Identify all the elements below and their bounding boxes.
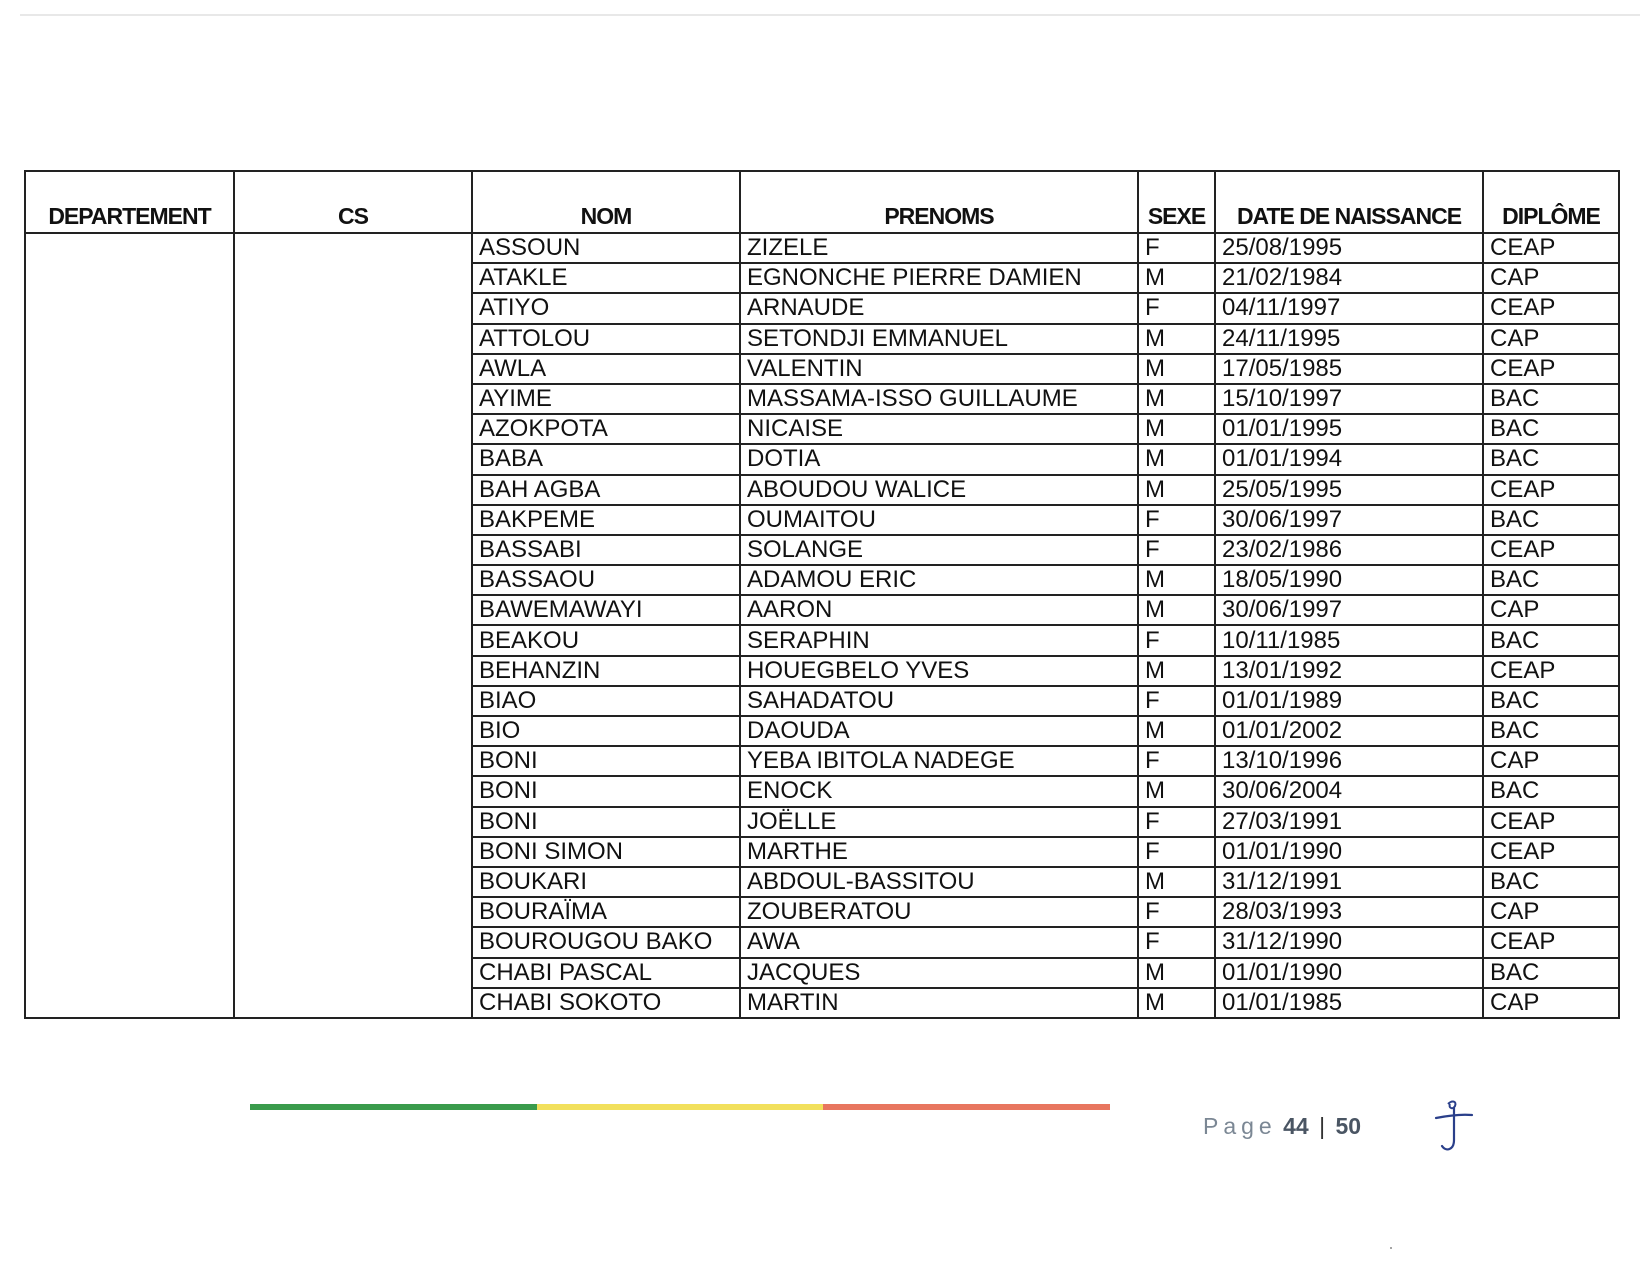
cell-date-naissance: 30/06/1997: [1215, 505, 1483, 535]
cell-sexe: F: [1138, 686, 1215, 716]
cell-diplome: BAC: [1483, 414, 1619, 444]
cell-nom: BIAO: [472, 686, 740, 716]
header-row: [25, 171, 1619, 233]
cell-diplome: CAP: [1483, 595, 1619, 625]
flag-stripe-yellow: [537, 1104, 823, 1110]
cell-date-naissance: 25/05/1995: [1215, 475, 1483, 505]
cell-date-naissance: 13/10/1996: [1215, 746, 1483, 776]
cell-prenoms: SOLANGE: [740, 535, 1138, 565]
cell-date-naissance: 24/11/1995: [1215, 324, 1483, 354]
cell-sexe: M: [1138, 716, 1215, 746]
cell-date-naissance: 31/12/1991: [1215, 867, 1483, 897]
cell-nom: ATTOLOU: [472, 324, 740, 354]
cell-diplome: CAP: [1483, 988, 1619, 1018]
cell-sexe: M: [1138, 444, 1215, 474]
cell-sexe: F: [1138, 505, 1215, 535]
cell-diplome: CEAP: [1483, 475, 1619, 505]
header-diplome: DIPLÔME: [1483, 171, 1619, 233]
cell-diplome: BAC: [1483, 444, 1619, 474]
header-departement: DEPARTEMENT: [25, 171, 234, 233]
cell-diplome: BAC: [1483, 505, 1619, 535]
cell-date-naissance: 13/01/1992: [1215, 656, 1483, 686]
cell-date-naissance: 27/03/1991: [1215, 807, 1483, 837]
cell-nom: BASSABI: [472, 535, 740, 565]
cell-prenoms: ZIZELE: [740, 233, 1138, 263]
cell-prenoms: SETONDJI EMMANUEL: [740, 324, 1138, 354]
cell-nom: ATAKLE: [472, 263, 740, 293]
cell-diplome: CAP: [1483, 746, 1619, 776]
cell-sexe: M: [1138, 565, 1215, 595]
cell-date-naissance: 25/08/1995: [1215, 233, 1483, 263]
cell-cs: [234, 233, 472, 1018]
cell-prenoms: MARTHE: [740, 837, 1138, 867]
cell-diplome: CAP: [1483, 263, 1619, 293]
cell-nom: AZOKPOTA: [472, 414, 740, 444]
cell-prenoms: SERAPHIN: [740, 625, 1138, 655]
table-row: [25, 233, 1619, 263]
cell-prenoms: HOUEGBELO YVES: [740, 656, 1138, 686]
cell-sexe: M: [1138, 867, 1215, 897]
cell-diplome: CEAP: [1483, 535, 1619, 565]
cell-nom: BONI: [472, 776, 740, 806]
handwritten-initial-signature: [1428, 1098, 1480, 1156]
cell-prenoms: YEBA IBITOLA NADEGE: [740, 746, 1138, 776]
cell-prenoms: ADAMOU ERIC: [740, 565, 1138, 595]
top-rule: [20, 14, 1640, 16]
cell-sexe: M: [1138, 414, 1215, 444]
cell-sexe: M: [1138, 595, 1215, 625]
cell-nom: CHABI SOKOTO: [472, 988, 740, 1018]
cell-diplome: CAP: [1483, 324, 1619, 354]
cell-prenoms: OUMAITOU: [740, 505, 1138, 535]
cell-nom: AYIME: [472, 384, 740, 414]
cell-date-naissance: 23/02/1986: [1215, 535, 1483, 565]
cell-prenoms: DAOUDA: [740, 716, 1138, 746]
page-number: [1203, 1113, 1361, 1140]
cell-nom: BOUKARI: [472, 867, 740, 897]
flag-stripe-green: [250, 1104, 537, 1110]
cell-sexe: F: [1138, 897, 1215, 927]
cell-diplome: CEAP: [1483, 807, 1619, 837]
cell-nom: BASSAOU: [472, 565, 740, 595]
cell-sexe: M: [1138, 776, 1215, 806]
cell-nom: ATIYO: [472, 293, 740, 323]
cell-nom: BOUROUGOU BAKO: [472, 927, 740, 957]
cell-sexe: M: [1138, 656, 1215, 686]
cell-date-naissance: 15/10/1997: [1215, 384, 1483, 414]
cell-prenoms: DOTIA: [740, 444, 1138, 474]
cell-sexe: M: [1138, 475, 1215, 505]
cell-diplome: BAC: [1483, 625, 1619, 655]
cell-prenoms: ARNAUDE: [740, 293, 1138, 323]
cell-prenoms: MASSAMA-ISSO GUILLAUME: [740, 384, 1138, 414]
header-date-naissance: DATE DE NAISSANCE: [1215, 171, 1483, 233]
cell-prenoms: AARON: [740, 595, 1138, 625]
table-header: [25, 171, 1619, 233]
cell-sexe: M: [1138, 384, 1215, 414]
cell-prenoms: AWA: [740, 927, 1138, 957]
cell-sexe: M: [1138, 324, 1215, 354]
cell-diplome: CEAP: [1483, 233, 1619, 263]
cell-sexe: F: [1138, 807, 1215, 837]
cell-diplome: CEAP: [1483, 656, 1619, 686]
header-sexe: SEXE: [1138, 171, 1215, 233]
cell-sexe: M: [1138, 354, 1215, 384]
cell-date-naissance: 01/01/1990: [1215, 837, 1483, 867]
header-cs: CS: [234, 171, 472, 233]
cell-nom: BIO: [472, 716, 740, 746]
cell-date-naissance: 21/02/1984: [1215, 263, 1483, 293]
cell-sexe: F: [1138, 927, 1215, 957]
cell-date-naissance: 01/01/1989: [1215, 686, 1483, 716]
cell-prenoms: EGNONCHE PIERRE DAMIEN: [740, 263, 1138, 293]
cell-date-naissance: 18/05/1990: [1215, 565, 1483, 595]
cell-sexe: M: [1138, 263, 1215, 293]
flag-stripe-red: [823, 1104, 1110, 1110]
cell-prenoms: VALENTIN: [740, 354, 1138, 384]
cell-diplome: BAC: [1483, 686, 1619, 716]
cell-date-naissance: 30/06/1997: [1215, 595, 1483, 625]
cell-nom: BEHANZIN: [472, 656, 740, 686]
cell-date-naissance: 01/01/1994: [1215, 444, 1483, 474]
cell-diplome: BAC: [1483, 867, 1619, 897]
cell-nom: BONI: [472, 807, 740, 837]
cell-date-naissance: 01/01/1985: [1215, 988, 1483, 1018]
cell-date-naissance: 04/11/1997: [1215, 293, 1483, 323]
cell-prenoms: ABDOUL-BASSITOU: [740, 867, 1138, 897]
cell-nom: BAWEMAWAYI: [472, 595, 740, 625]
cell-diplome: BAC: [1483, 384, 1619, 414]
cell-diplome: CEAP: [1483, 354, 1619, 384]
cell-date-naissance: 01/01/1995: [1215, 414, 1483, 444]
cell-nom: BAH AGBA: [472, 475, 740, 505]
cell-prenoms: ZOUBERATOU: [740, 897, 1138, 927]
cell-prenoms: JOËLLE: [740, 807, 1138, 837]
cell-prenoms: NICAISE: [740, 414, 1138, 444]
cell-nom: BAKPEME: [472, 505, 740, 535]
cell-nom: CHABI PASCAL: [472, 958, 740, 988]
cell-date-naissance: 31/12/1990: [1215, 927, 1483, 957]
cell-diplome: CAP: [1483, 897, 1619, 927]
cell-diplome: BAC: [1483, 716, 1619, 746]
header-nom: NOM: [472, 171, 740, 233]
cell-sexe: F: [1138, 746, 1215, 776]
cell-diplome: BAC: [1483, 958, 1619, 988]
page-label: Page: [1203, 1113, 1277, 1139]
cell-sexe: F: [1138, 293, 1215, 323]
page-current: 44: [1283, 1113, 1309, 1139]
cell-diplome: CEAP: [1483, 293, 1619, 323]
cell-prenoms: SAHADATOU: [740, 686, 1138, 716]
cell-nom: BOURAÏMA: [472, 897, 740, 927]
cell-prenoms: JACQUES: [740, 958, 1138, 988]
cell-departement: [25, 233, 234, 1018]
cell-nom: BEAKOU: [472, 625, 740, 655]
header-prenoms: PRENOMS: [740, 171, 1138, 233]
cell-date-naissance: 10/11/1985: [1215, 625, 1483, 655]
cell-prenoms: ABOUDOU WALICE: [740, 475, 1138, 505]
cell-sexe: M: [1138, 958, 1215, 988]
cell-sexe: F: [1138, 837, 1215, 867]
cell-diplome: CEAP: [1483, 837, 1619, 867]
cell-sexe: F: [1138, 535, 1215, 565]
cell-date-naissance: 01/01/2002: [1215, 716, 1483, 746]
cell-diplome: BAC: [1483, 565, 1619, 595]
cell-nom: BABA: [472, 444, 740, 474]
cell-sexe: M: [1138, 988, 1215, 1018]
cell-date-naissance: 17/05/1985: [1215, 354, 1483, 384]
cell-nom: AWLA: [472, 354, 740, 384]
cell-diplome: BAC: [1483, 776, 1619, 806]
cell-sexe: F: [1138, 625, 1215, 655]
cell-date-naissance: 01/01/1990: [1215, 958, 1483, 988]
cell-diplome: CEAP: [1483, 927, 1619, 957]
cell-prenoms: ENOCK: [740, 776, 1138, 806]
cell-nom: BONI: [472, 746, 740, 776]
cell-prenoms: MARTIN: [740, 988, 1138, 1018]
table-body: [25, 233, 1619, 1018]
cell-sexe: F: [1138, 233, 1215, 263]
cell-date-naissance: 28/03/1993: [1215, 897, 1483, 927]
page-total: 50: [1335, 1113, 1362, 1139]
cell-date-naissance: 30/06/2004: [1215, 776, 1483, 806]
cell-nom: ASSOUN: [472, 233, 740, 263]
cell-nom: BONI SIMON: [472, 837, 740, 867]
roster-table: [24, 170, 1620, 1019]
scan-speck: [1390, 1247, 1392, 1249]
page-separator: |: [1319, 1113, 1326, 1139]
